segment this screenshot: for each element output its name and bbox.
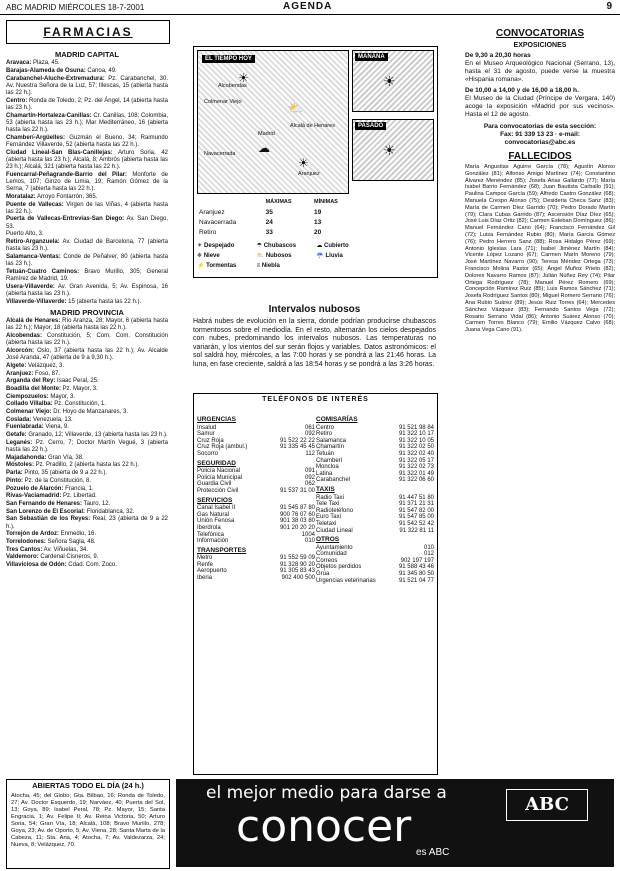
temp-header-blank — [197, 197, 264, 207]
phone-number: 91 322 81 11 — [399, 527, 434, 534]
pharmacy-entry: Tres Cantos: Av. Viñuelas, 34. — [6, 546, 89, 553]
temp-row-min: 19 — [314, 208, 322, 216]
phone-label: Retiro — [316, 431, 333, 438]
phone-label: Metro — [197, 555, 213, 562]
phone-row — [197, 431, 315, 438]
pharmacy-entry: Fuenlabrada: Viena, 9. — [6, 424, 69, 431]
phone-number: 91 322 02 40 — [398, 450, 434, 457]
phone-label: Moncloa — [316, 464, 339, 471]
capital-list — [6, 60, 168, 306]
pharmacy-entry: Chamartín-Hortaleza-Canillas: Cr. Canillas, 108; Colombia, 53 (abierta hasta las 23 h.); Mar Mediterráneo, 16 (abierta hasta las 22 h.). — [6, 112, 168, 134]
pharmacy-entry: Torrejón de Ardoz: Enmedio, 16. — [6, 531, 97, 538]
abc-logo: ABC — [506, 789, 588, 821]
temp-header-max: MÁXIMAS — [265, 199, 292, 205]
fallecidos-text: María Angustias Aguirre García (78); Agustín Alonso González (81); Alfonso Amigo Martínez (74); Constantino Álvarez Menéndez (85); Josefa Arias Gallardo (77); María Isabel Barrio Fernández (68); Juan Bautista Carballo (91); Paulina Campos García (59); Alfredo Castro González (68); Manuela Crespo Alonso (75); Desideria Checa Sanz (83); María de Carmen Díez Garrido (70); Pedro Dorado Martín (79); Clara Cubas Garrido (87); Ascensión Díaz Díez (65); José Luis Díaz Ortiz (82); Carmen Esteban Domínguez (86); Manuel Fernández Cano (64); Francisco Fernández Gil (72); Luisa Fernández Rubio (80); María García Gómez (76); Pedro Herrero Sanz (88); Rosa Hidalgo Pérez (69); Antonio Iglesias Lara (71); Isabel Jiménez Martín (84); Vicente López Lozano (67); Carmen Marín Moreno (79); José Martínez Navarro (90); Teresa Méndez Ortega (73); Francisco Molina Pastor (65); Ángel Muñoz Prieto (82); Dolores Navarro Ramos (87); Julián Núñez Rey (74); Pilar Ortega Rodríguez (78); Manuel Pérez Romero (69); Concepción Ramírez Ruiz (85); Luis Ramos Sánchez (71); Josefa Rodríguez Santos (80); Miguel Romero Serrano (76); Ana Rubio Suárez (89); Jesús Ruiz Torres (64); Mercedes Sánchez Vázquez (83); Fernando Santos Vega (72); Rosario Serrano Vidal (86); Antonio Suárez Alonso (70); Carmen Torres Blanco (79); Emilio Vázquez Calvo (68); Juana Vega Cano (91). — [465, 164, 615, 334]
phone-number: 91 542 52 42 — [398, 520, 434, 527]
phone-number: 112 — [305, 450, 315, 457]
phone-label: Unión Fenosa — [197, 518, 235, 525]
phone-row — [316, 477, 434, 484]
phone-row — [316, 551, 434, 558]
phone-number: 1004 — [301, 531, 315, 538]
phone-row — [316, 495, 434, 502]
phone-label: Tele Taxi — [316, 501, 340, 508]
pharmacy-entry: Rivas-Vaciamadrid: Pz. Libertad. — [6, 493, 97, 500]
pharmacy-header-box — [6, 20, 170, 44]
exposiciones-title: EXPOSICIONES — [513, 42, 567, 49]
weather-box — [193, 46, 438, 278]
phone-section-head: URGENCIAS — [197, 416, 237, 423]
convocatorias-title: CONVOCATORIAS — [496, 28, 584, 39]
phone-section-head: COMISARÍAS — [316, 416, 358, 423]
legend-nubosos: ⛅ Nubosos — [256, 253, 292, 259]
phone-row — [197, 488, 315, 495]
pharmacy-entry: Ciempozuelos: Mayor, 3. — [6, 393, 76, 400]
phone-label: Objetos perdidos — [316, 564, 362, 571]
legend-lluvia: ☔ Lluvia — [316, 253, 343, 259]
phone-section-head: SERVICIOS — [197, 496, 233, 504]
phone-row — [197, 532, 315, 539]
phone-label: Ciudad Lineal — [316, 527, 353, 534]
city-alcala: Alcalá de Henares — [290, 123, 335, 129]
phone-row — [316, 571, 434, 578]
pharmacy-entry: Moratalaz: Arroyo Fontarrón, 365. — [6, 193, 98, 200]
phone-label: Información — [197, 538, 229, 545]
phone-label: Salamanca — [316, 437, 347, 444]
phone-label: Samur — [197, 431, 215, 438]
pharmacy-column — [6, 48, 168, 776]
phone-row — [197, 512, 315, 519]
edition-line: ABC MADRID MIÉRCOLES 18-7-2001 — [6, 3, 145, 12]
phone-number: 010 — [423, 544, 434, 551]
phone-label: Telefónica — [197, 531, 225, 538]
phone-number: 91 545 87 80 — [279, 505, 315, 512]
phone-section-head: SEGURIDAD — [197, 459, 237, 467]
city-alcobendas: Alcobendas — [218, 83, 247, 89]
phone-number: 91 552 59 09 — [279, 555, 315, 562]
legend-tormentas: ⚡ Tormentas — [197, 263, 237, 269]
legend-niebla: ≡ Niebla — [256, 263, 280, 269]
phone-number: 91 322 06 60 — [398, 477, 434, 484]
provincia-title: MADRID PROVINCIA — [50, 307, 124, 317]
phone-number: 91 447 51 80 — [398, 494, 434, 501]
capital-title: MADRID CAPITAL — [54, 50, 120, 59]
pharmacy-entry: Retiro-Arganzuela: Av. Ciudad de Barcelona, 77 (abierta hasta las 23 h.). — [6, 239, 168, 253]
temp-row-min: 13 — [314, 218, 322, 226]
pharmacy-entry: Algete: Velázquez, 3. — [6, 362, 65, 369]
weather-map-after — [352, 119, 434, 181]
phone-label: Chamartín — [316, 444, 345, 451]
phone-column-left — [197, 414, 315, 582]
city-aranjuez: Aranjuez — [298, 171, 320, 177]
pharmacy-entry: Chamberí-Argüelles: Guzmán el Bueno, 34; Raimundo Fernández Villaverde, 52 (abierta hasta las 22 h.). — [6, 134, 168, 148]
pharmacy-24h-title: ABIERTAS TODO EL DÍA (24 h.) — [32, 781, 144, 790]
phone-label: Policía Municipal — [197, 474, 243, 481]
phone-directory-title: TELÉFONOS DE INTERÉS — [262, 396, 369, 403]
phone-row — [316, 464, 434, 471]
sun-icon-after: ☀ — [383, 142, 396, 158]
temp-row-max: 24 — [265, 218, 273, 226]
phone-row — [197, 505, 315, 512]
phone-label: Teletaxi — [316, 520, 337, 527]
phone-row — [316, 451, 434, 458]
phone-number: 91 537 31 00 — [279, 487, 315, 494]
phone-label: Euro Taxi — [316, 514, 341, 521]
phone-label: Gas Natural — [197, 511, 230, 518]
pharmacy-entry: Móstoles: Pz. Pradillo, 2 (abierta hasta las 22 h.). — [6, 462, 140, 469]
section-title: AGENDA — [283, 1, 333, 12]
phone-number: 91 371 21 31 — [398, 501, 434, 508]
pharmacy-entry: Aravaca: Plaza, 45. — [6, 60, 60, 67]
phone-number: 902 400 500 — [281, 575, 315, 582]
temp-row-name: Retiro — [199, 228, 217, 236]
phone-row — [316, 431, 434, 438]
city-colmenar: Colmenar Viejo — [204, 99, 242, 105]
weather-map-tomorrow — [352, 50, 434, 112]
phone-row — [197, 481, 315, 488]
phone-row — [316, 528, 434, 535]
conv-time-2: De 10,00 a 14,00 y de 16,00 a 18,00 h. — [465, 87, 579, 94]
phone-label: Carabanchel — [316, 477, 351, 484]
phone-label: Comunidad — [316, 551, 347, 558]
phone-row — [197, 425, 315, 432]
map-label-after: PASADO — [355, 122, 386, 130]
temp-row-name: Aranjuez — [199, 208, 225, 216]
phone-label: Aeropuerto — [197, 568, 227, 575]
phone-label: Socorro — [197, 450, 219, 457]
phone-label: Chamberí — [316, 457, 343, 464]
phone-row — [197, 562, 315, 569]
pharmacy-24h-text: Atocha, 45; del Globo; Gta. Bilbao, 16; Ronda de Toledo, 27; Av. Doctor Esquerdo, 19; Narváez, 40; Puerta del Sol, 13; Goya, 89; Isabel Peral, 78; Pz. Mayor, 15; Santa Engracia, 1; Av. Felipe II; Av. Reina Victoria, 50; Arturo Soria, 54; Gran Vía, 18; Alcalá, 108; Bravo Murillo, 278; Goya, 23; Av. de Oporto, 5; Av. Viena, 28; Santa Marta de la Cabeza, 11; Sta. Ana, 4; Atocha, 7; Av. Valdezarza, 24; Nueva, 8; Velázquez, 70. — [11, 793, 165, 848]
phone-number: 901 38 03 80 — [279, 518, 315, 525]
phone-number: 092 — [304, 431, 315, 438]
pharmacy-entry: Leganés: Pz. Cerro, 7; Doctor Martín Vegué, 3 (abierta hasta las 22 h.). — [6, 439, 168, 454]
phone-row — [197, 538, 315, 545]
phone-column-right — [316, 414, 434, 584]
phone-row — [316, 508, 434, 515]
legend-despejado: ☀ Despejado — [197, 243, 235, 249]
pharmacy-entry: Pinto: Pz. de la Constitución, 8. — [6, 477, 92, 484]
top-bar — [0, 0, 620, 15]
phone-section-head: TAXIS — [316, 485, 335, 493]
city-navacerrada: Navacerrada — [204, 151, 236, 157]
ad-line-2: conocer — [236, 801, 412, 852]
phone-number: 91 521 98 84 — [398, 424, 434, 431]
phone-row — [316, 564, 434, 571]
phone-row — [197, 475, 315, 482]
phone-number: 91 345 80 50 — [398, 571, 434, 578]
phone-section-head: TRANSPORTES — [197, 546, 247, 554]
pharmacy-entry: Colmenar Viejo: Dr. Hoyo de Manzanares, 3. — [6, 409, 128, 416]
temp-row-max: 35 — [265, 208, 273, 216]
phone-number: 91 588 43 46 — [398, 564, 434, 571]
phone-number: 91 521 04 77 — [398, 577, 434, 584]
phone-number: 901 20 20 20 — [279, 524, 315, 531]
legend-cubierto: ☁ Cubierto — [316, 243, 349, 249]
page-number: 9 — [606, 1, 612, 12]
sun-icon-south: ☀ — [298, 156, 309, 170]
phone-row — [316, 558, 434, 565]
phone-number: 91 322 05 17 — [398, 457, 434, 464]
phone-number: 062 — [304, 481, 315, 488]
conv-fax-label: Para convocatorias de esta sección: — [483, 123, 597, 130]
phone-label: Cruz Roja — [197, 437, 224, 444]
phone-row — [316, 501, 434, 508]
phone-label: Urgencias veterinarias — [316, 577, 376, 584]
fallecidos-title: FALLECIDOS — [508, 151, 572, 162]
cloud-icon: ☁ — [258, 141, 270, 155]
pharmacy-entry: Usera-Villaverde: Av. Gran Avenida, 5; Av. Espinosa, 16 (abierta hasta las 23 h.). — [6, 283, 168, 297]
phone-row — [197, 518, 315, 525]
phone-number: 061 — [304, 424, 315, 431]
phone-row — [316, 545, 434, 552]
pharmacy-entry: Valdemoro: Cardenal Cisneros, 9. — [6, 554, 99, 561]
phone-label: Ayuntamiento — [316, 544, 353, 551]
phone-number: 91 322 02 50 — [398, 444, 434, 451]
conv-item-2: El Museo de la Ciudad (Príncipe de Vergara, 140) acoge la exposición «Madrid por sus vecinos». Hasta el 12 de agosto. — [465, 95, 615, 118]
phone-label: Iberdrola — [197, 524, 221, 531]
ad-line-3: es ABC — [416, 847, 450, 858]
pharmacy-entry: Centro: Ronda de Toledo, 2; Pz. del Ángel, 14 (abierta hasta las 23 h.). — [6, 97, 168, 111]
pharmacy-entry: Alcobendas: Constitución, 5; Com. Com. Constitución (abierta hasta las 22 h.). — [6, 333, 168, 347]
pharmacy-entry: Fuencarral-Peñagrande-Barrio del Pilar: Monforte de Lemos, 107; Ginzo de Limia, 19; Ramón Gómez de la Serna, 7 (abierta hasta las 22 h.). — [6, 171, 168, 193]
phone-number: 902 197 197 — [400, 557, 434, 564]
conv-item-1: En el Museo Arqueológico Nacional (Serrano, 13), hasta el 31 de agosto, puede verse la muestra «Hispania romana». — [465, 60, 615, 83]
pharmacy-entry: Alcalá de Henares: Río Aranza, 28; Mayor, 6 (abierta hasta las 22 h.); Mayor, 18 (abierta hasta las 22 h.). — [6, 318, 168, 332]
pharmacy-entry: Pozuelo de Alarcón: Francia, 1. — [6, 485, 94, 492]
phone-row — [316, 471, 434, 478]
pharmacy-entry: Arganda del Rey: Isaac Peral, 25. — [6, 378, 99, 385]
phone-number: 91 322 10 05 — [398, 437, 434, 444]
phone-label: Correos — [316, 557, 338, 564]
temp-row-min: 20 — [314, 228, 322, 236]
phone-label: Canal Isabel II — [197, 505, 236, 512]
phone-label: Centro — [316, 424, 335, 431]
right-column — [465, 30, 615, 664]
phone-number: 91 335 45 45 — [279, 444, 315, 451]
legend-nieve: ❄ Nieve — [197, 253, 220, 259]
phone-section-head: OTROS — [316, 536, 340, 544]
phone-row — [316, 521, 434, 528]
phone-row — [316, 444, 434, 451]
weather-legend — [197, 242, 433, 272]
phone-row — [316, 438, 434, 445]
phone-number: 91 328 90 20 — [279, 561, 315, 568]
sun-icon: ☀ — [238, 71, 249, 85]
city-madrid: Madrid — [258, 131, 275, 137]
ad-line-1: el mejor medio para darse a — [206, 783, 447, 803]
pharmacy-entry: San Fernando de Henares: Tauro, 12. — [6, 500, 111, 507]
phone-number: 900 76 07 60 — [279, 511, 315, 518]
phone-number: 91 522 22 22 — [279, 437, 315, 444]
phone-label: Guardia Civil — [197, 481, 232, 488]
pharmacy-entry: Coslada: Venezuela, 13. — [6, 416, 73, 423]
pharmacy-entry: Puente de Vallecas: Virgen de las Viñas, 4 (abierta hasta las 22 h.). — [6, 201, 168, 215]
pharmacy-entry: Carabanchel-Aluche-Extremadura: Pz. Carabanchel, 30. Av. Nuestra Señora de la Luz, 57; Illescas, 15 (abierta hasta las 22 h.). — [6, 75, 168, 97]
phone-number: 91 322 02 73 — [398, 464, 434, 471]
phone-row — [197, 444, 315, 451]
phone-number: 91 322 01 49 — [398, 470, 434, 477]
phone-row — [316, 578, 434, 585]
phone-row — [197, 555, 315, 562]
phone-row — [316, 425, 434, 432]
pharmacy-entry: Collado Villalba: Pz. Constitución, 1. — [6, 401, 106, 408]
pharmacy-entry: Getafe: Granado, 12; Villaverde, 13 (abierta hasta las 23 h.). — [6, 432, 168, 439]
phone-label: Renfe — [197, 561, 214, 568]
phone-label: Latina — [316, 470, 333, 477]
pharmacy-entry: San Lorenzo de El Escorial: Floridablanca, 32. — [6, 508, 135, 515]
phone-number: 91 547 85 00 — [398, 514, 434, 521]
phone-label: Tetuán — [316, 450, 335, 457]
pharmacy-entry: Aranjuez: Foso, 87. — [6, 370, 61, 377]
temperature-table — [197, 197, 357, 237]
abc-advertisement[interactable] — [176, 779, 614, 867]
phone-row — [316, 514, 434, 521]
phone-label: Radioteléfono — [316, 507, 354, 514]
map-label-tomorrow: MAÑANA — [355, 53, 388, 61]
phone-row — [197, 451, 315, 458]
temp-header-min: MÍNIMAS — [314, 199, 338, 205]
conv-contact: Fax: 91 339 13 23 · e-mail: convocatorias@abc.es — [500, 131, 580, 146]
phone-number: 91 547 82 00 — [398, 507, 434, 514]
phone-label: Radio Taxi — [316, 494, 344, 501]
phone-number: 092 — [304, 474, 315, 481]
phone-number: 91 305 83 43 — [279, 568, 315, 575]
pharmacy-entry: Puerto Alto, 3. — [6, 231, 44, 238]
pharmacy-24h-box — [6, 779, 170, 869]
pharmacy-entry: Puerta de Vallecas-Entrevías-San Diego: Av. San Diego, 53. — [6, 216, 168, 230]
conv-time-1: De 9,30 a 20,30 horas — [465, 52, 531, 59]
pharmacy-entry: Parla: Pinto, 35 (abierta de 9 a 22 h.). — [6, 470, 108, 477]
weather-map-today — [197, 50, 349, 194]
phone-label: Protección Civil — [197, 487, 239, 494]
pharmacy-entry: Tetuán-Cuatro Caminos: Bravo Murillo, 305; General Ramírez de Madrid, 19. — [6, 268, 168, 283]
phone-number: 012 — [423, 551, 434, 558]
phone-row — [197, 568, 315, 575]
phone-number: 91 322 10 17 — [398, 431, 434, 438]
temp-row-name: Navacerrada — [199, 218, 237, 226]
phone-row — [197, 525, 315, 532]
sun-icon-tomorrow: ☀ — [383, 73, 396, 89]
map-label-today: EL TIEMPO HOY — [202, 55, 255, 63]
pharmacy-entry: Ciudad Lineal-San Blas-Canillejas: Arturo Soria, 42 (abierta hasta las 23 h.); Alcalá, 8; Ambrós (abierta hasta las 23 h.); Alcalá, 321 (abierta hasta las 22 h.). — [6, 149, 168, 171]
pharmacy-entry: Barajas-Alameda de Osuna: Canoa, 49. — [6, 67, 117, 74]
pharmacy-entry: Boadilla del Monte: Pz. Mayor, 3. — [6, 385, 98, 392]
pharmacy-entry: Villaverde-Villaverde: 15 (abierta hasta las 22 h.). — [6, 298, 142, 305]
forecast-text: Habrá nubes de evolución en la sierra, donde podrían producirse chubascos tormentosos sobre el mediodía. En el resto, alternarán los cielos despejados con nubes, predominando los intervalos nubosos. Las temperaturas no variarán, y los vientos del sur serán flojos y variables. Datos astronómicos: el sol saldrá hoy, miércoles, a las 7:00 horas y se pondrá a las 21:46 horas. La luna, en fase creciente, saldrá a las 18:54 horas y se pondrá a las 3:26 horas. — [193, 318, 436, 368]
phone-label: Policía Nacional — [197, 468, 241, 475]
pharmacy-entry: Alcorcón: Oslo, 37 (abierta hasta las 22 h.); Av. Alcalde José Aranda, 47 (abierta de 9 a 9,30 h.). — [6, 347, 168, 362]
phone-row — [197, 575, 315, 582]
pharmacy-entry: Salamanca-Ventas: Conde de Peñalver, 80 (abierta hasta las 23 h.). — [6, 253, 168, 268]
pharmacy-entry: San Sebastián de los Reyes: Real, 23 (abierta de 9 a 22 h.). — [6, 516, 168, 530]
pharmacy-entry: Majadahonda: Gran Vía, 38. — [6, 454, 84, 461]
phone-number: 091 — [304, 468, 315, 475]
phone-row — [316, 458, 434, 465]
phone-row — [197, 468, 315, 475]
phone-label: Grúa — [316, 571, 330, 578]
forecast-title: Intervalos nubosos — [268, 304, 361, 315]
phone-number: 010 — [304, 538, 315, 545]
provincia-list — [6, 318, 168, 569]
pharmacy-entry: Villaviciosa de Odón: Cdad. Com. Zoco. — [6, 562, 117, 569]
phone-label: Insalud — [197, 424, 217, 431]
sun-cloud-icon: ⛅ — [288, 101, 303, 115]
pharmacy-entry: Torrelodones: Señora Sagla, 48. — [6, 539, 96, 545]
legend-chubascos: ☂ Chubascos — [256, 243, 297, 249]
temp-row-max: 33 — [265, 228, 273, 236]
pharmacy-title: FARMACIAS — [43, 25, 133, 39]
phone-directory — [193, 393, 438, 775]
phone-label: Cruz Roja (ambul.) — [197, 444, 248, 451]
phone-row — [197, 438, 315, 445]
phone-label: Iberia — [197, 575, 213, 582]
